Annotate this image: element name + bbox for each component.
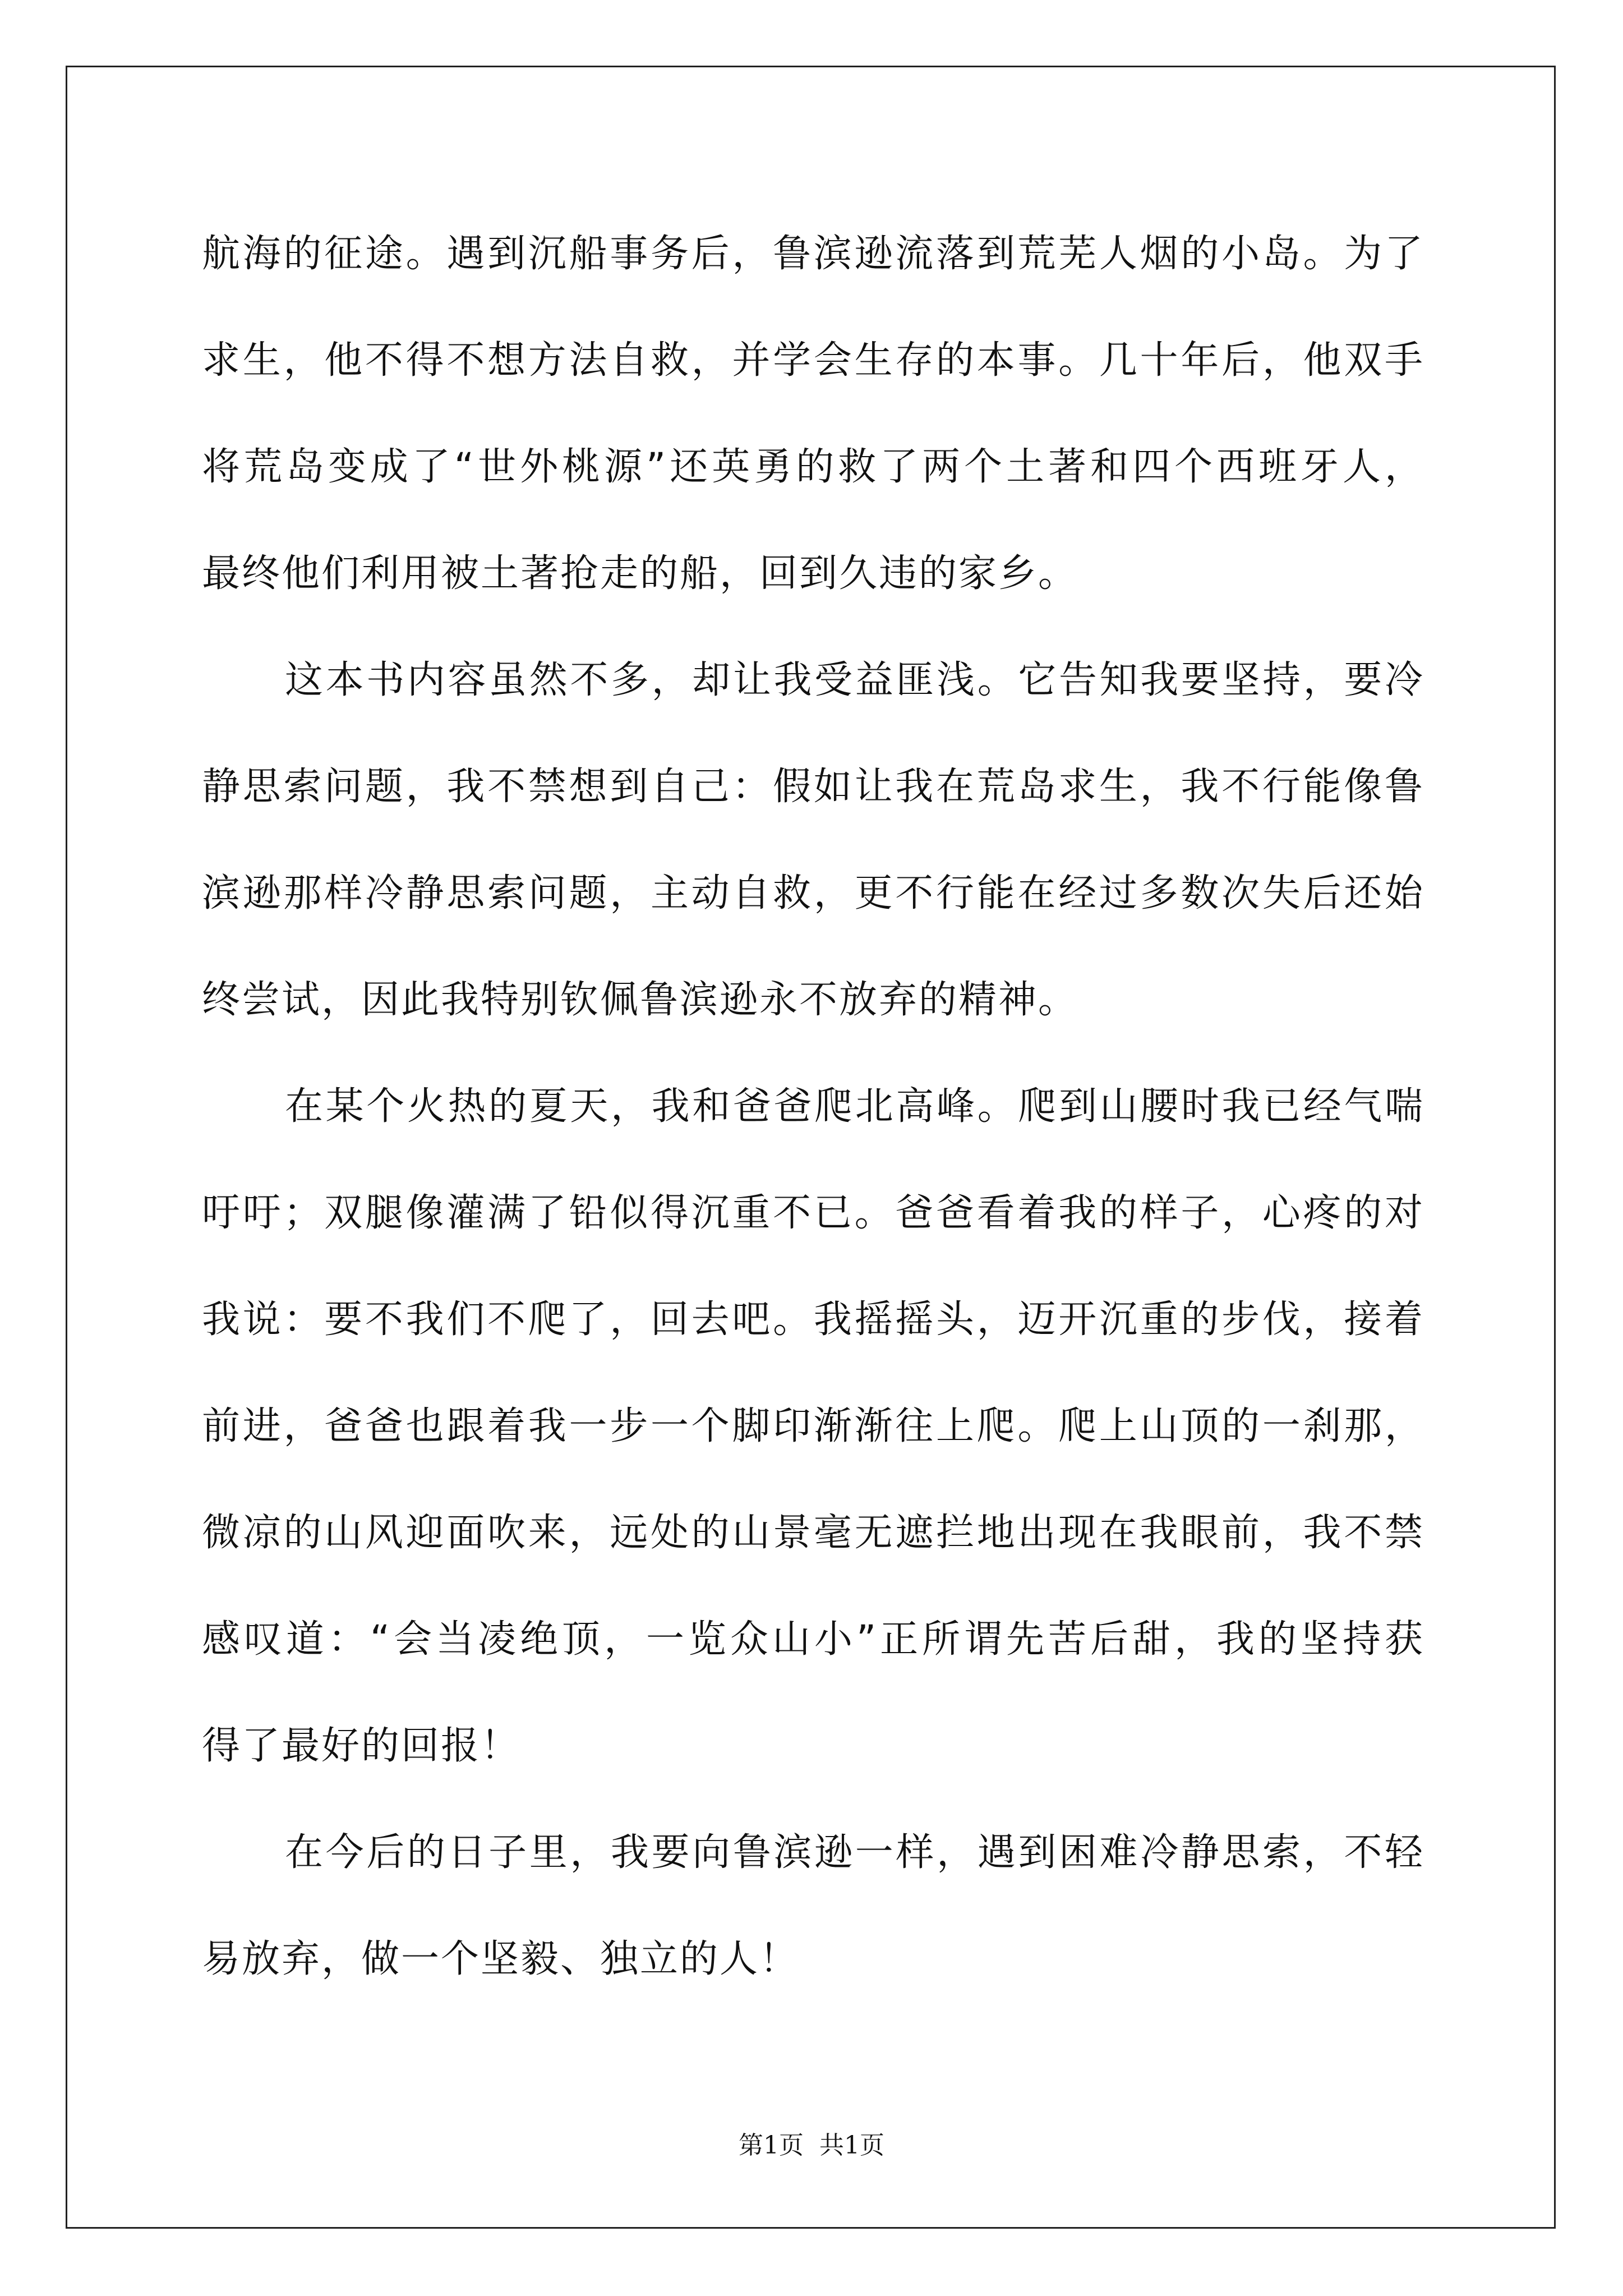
text-line: 将荒岛变成了“世外桃源”还英勇的救了两个土著和四个西班牙人，	[202, 445, 1424, 489]
text-line: 求生，他不得不想方法自救，并学会生存的本事。几十年后，他双手	[202, 338, 1424, 383]
text-line: 前进，爸爸也跟着我一步一个脚印渐渐往上爬。爬上山顶的一刹那，	[202, 1404, 1424, 1448]
text-line: 终尝试，因此我特别钦佩鲁滨逊永不放弃的精神。	[202, 978, 1078, 1022]
text-line: 滨逊那样冷静思索问题，主动自救，更不行能在经过多数次失后还始	[202, 871, 1424, 915]
text-line: 在今后的日子里，我要向鲁滨逊一样，遇到困难冷静思索，不轻	[285, 1830, 1424, 1875]
text-line: 航海的征途。遇到沉船事务后，鲁滨逊流落到荒芜人烟的小岛。为了	[202, 232, 1424, 276]
page-number-current: 第1页	[739, 2131, 804, 2160]
text-line: 得了最好的回报！	[202, 1724, 521, 1768]
text-line: 我说：要不我们不爬了，回去吧。我摇摇头，迈开沉重的步伐，接着	[202, 1297, 1424, 1342]
text-line: 吁吁；双腿像灌满了铅似得沉重不已。爸爸看着我的样子，心疼的对	[202, 1191, 1424, 1235]
text-line: 最终他们利用被土著抢走的船，回到久违的家乡。	[202, 551, 1078, 596]
text-line: 在某个火热的夏天，我和爸爸爬北高峰。爬到山腰时我已经气喘	[285, 1084, 1424, 1129]
paragraph-4	[202, 1800, 1424, 2013]
page-footer	[0, 2129, 1623, 2162]
text-line: 感叹道：“会当凌绝顶，一览众山小”正所谓先苦后甜，我的坚持获	[202, 1617, 1424, 1662]
text-line: 静思索问题，我不禁想到自己：假如让我在荒岛求生，我不行能像鲁	[202, 765, 1424, 809]
paragraph-1	[202, 201, 1424, 627]
text-line: 易放弃，做一个坚毅、独立的人！	[202, 1937, 800, 1981]
paragraph-3	[202, 1053, 1424, 1800]
text-line: 这本书内容虽然不多，却让我受益匪浅。它告知我要坚持，要冷	[285, 658, 1424, 702]
paragraph-2	[202, 627, 1424, 1053]
document-body	[202, 201, 1424, 2013]
text-line: 微凉的山风迎面吹来，远处的山景毫无遮拦地出现在我眼前，我不禁	[202, 1511, 1424, 1555]
page-number-total: 共1页	[819, 2131, 884, 2160]
